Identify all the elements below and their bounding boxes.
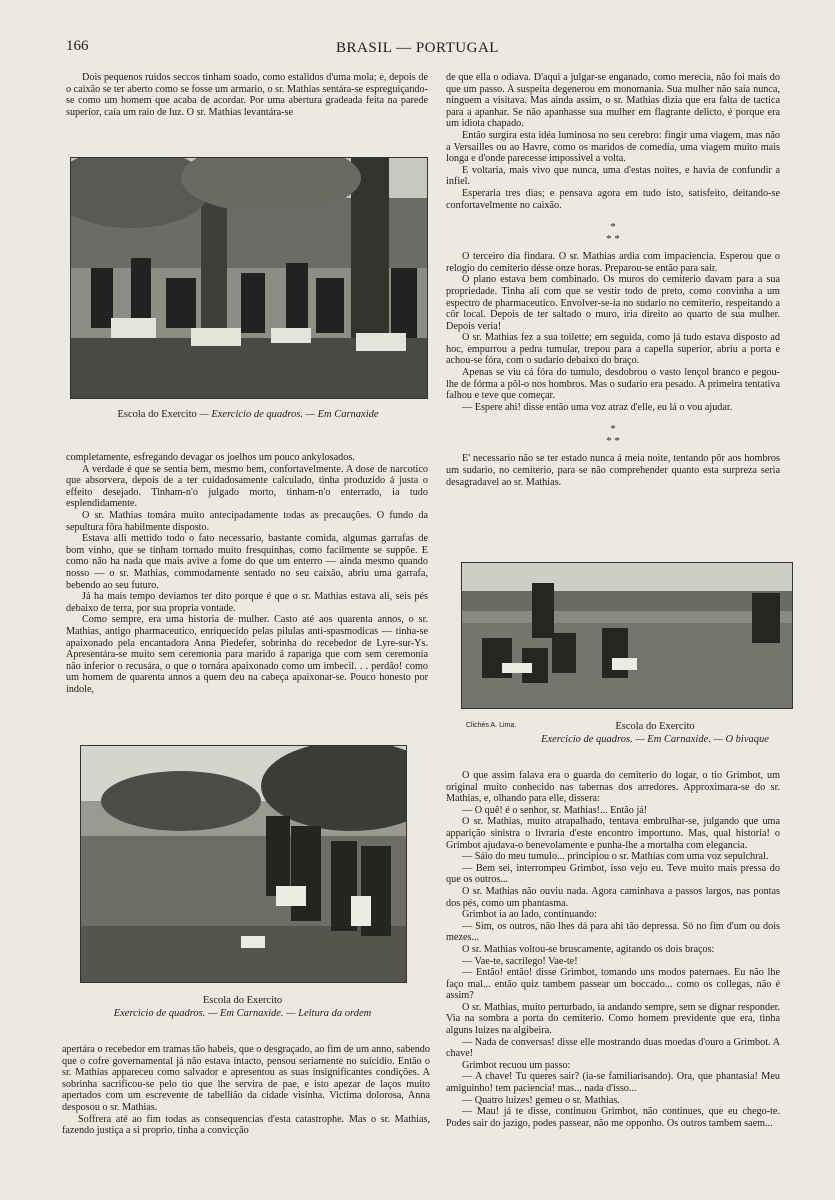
paragraph: — Espere ahi! disse então uma voz atraz d'elle, eu lá o vou ajudar. <box>462 401 733 413</box>
paragraph: apertára o recebedor em tramas tão habeis, que o desgraçado, ao fim de um anno, sabendo que o cofre governamental já não estava intacto, pensou seriamente no suicidio. Então o sr. Mathias appareceu como salvador e apresentou as suas insignificantes condições. A sobrinha sacrificou-se pelo tio que lhe servira de pae, e isto apezar de laços muito apertados com um escrevente de tabellião da cidade visinha. Victima dolorosa, Anna desposou o sr. Mathias. <box>62 1044 430 1113</box>
paragraph: Então surgira esta idéa luminosa no seu cerebro: fingir uma viagem, mas não a Versailles ou ao Havre, como os maridos de comedia, uma viagem muito mais longa e d'onde parecesse impossivel a volta. <box>446 129 780 165</box>
paragraph: Estava alli mettido todo o fato necessario, bastante comida, algumas garrafas de bom vinho, que se tinham tornado muito fresquinhas, como facilmente se suppõe. E como não ha nada que mais avive a fome do que um enterro — ainda mesmo quando nosso — o sr. Mathias, commodamente sentado no seu caixão, abriu uma garrafa, bebendo ao seu futuro. <box>66 533 428 591</box>
paragraph: O que assim falava era o guarda do cemiterio do logar, o tio Grimbot, um original muito conhecido nas tabernas dos arredores. Approximara-se do sr. Mathias, e, olhando para elle, dissera: <box>446 770 780 805</box>
paragraph: O sr. Mathias voltou-se bruscamente, agitando os dois braços: <box>462 943 715 955</box>
paragraph: — Mau! já te disse, continuou Grimbot, não continues, que eu chego-te. Podes sair do jazigo, podes passear, não me opponho. Os outros tambem saem... <box>446 1106 780 1129</box>
paragraph: Dois pequenos ruidos seccos tinham soado, como estalidos d'uma mola; e, depois de o caixão se ter aberto como se fosse um armario, o sr. Mathias sentára-se espreguiçando-se como um homem que acaba de acordar. Por uma abertura gradeada feita na parede superior, caía um raio de luz. O sr. Mathias levantára-se <box>66 72 428 118</box>
section-separator: * * * <box>606 221 620 246</box>
paragraph: O sr. Mathias, muito perturbado, ia andando sempre, sem se dignar responder. Via na sombra a porta do cemiterio. Como homem previdente que era, tinha alguns luizes na algibeira. <box>446 1001 780 1037</box>
paragraph: — Então! então! disse Grimbot, tomando uns modos paternaes. Eu não lhe faço mal... então quiz tambem passear um boccado... como os collegas, não é assim? <box>446 967 780 1002</box>
left-column-bottom <box>62 1044 430 1137</box>
paragraph: Apenas se viu cá fóra do tumulo, desdobrou o vasto lençol branco e pegou-lhe de fórma a pôl-o nos hombros. Mas o sudario era pesado. A primeira tentativa falhou e teve que começar. <box>446 367 780 402</box>
photo-bivouac <box>461 562 793 709</box>
caption-detail: Exercicio de quadros. — Em Carnaxide. — O bivaque <box>541 733 769 745</box>
paragraph: O sr. Mathias, muito atrapalhado, tentava embrulhar-se, julgando que uma apparição sinistra o livraria d'este encontro importuno. Mas, qual historia! o Grimbot ajudava-o benevolamente e punha-lhe a mortalha com elegancia. <box>446 816 780 851</box>
paragraph: — O quê! é o senhor, sr. Mathias!... Então já! <box>462 804 648 816</box>
section-separator: * * * <box>606 423 620 448</box>
paragraph: E voltaria, mais vivo que nunca, uma d'estas noites, e havia de confundir a infiel. <box>446 164 780 188</box>
paragraph: O sr. Mathias fez a sua toilette; em seguida, como já tudo estava disposto ad hoc, empurrou a pedra tumular, trepou para a capella superior, abriu a porta e achou-se fóra, com o sudario debaixo do braço. <box>446 332 780 367</box>
running-title: BRASIL — PORTUGAL <box>336 40 499 56</box>
caption-title: Escola do Exercito <box>202 995 283 1006</box>
caption-detail: — Exercicio de quadros. — Em Carnaxide <box>196 409 379 420</box>
paragraph: completamente, esfregando devagar os joelhos um pouco ankylosados. <box>66 452 355 463</box>
paragraph: — Sim, os outros, não lhes dá para ahi tão depressa. Só no fim d'um ou dois mezes... <box>446 920 780 944</box>
left-column-middle <box>66 452 428 695</box>
paragraph: Grimbot ia ao lado, continuando: <box>462 909 597 921</box>
paragraph: Soffrera até ao fim todas as consequencias d'esta catastrophe. Mas o sr. Mathias, fazendo justiça a si proprio, tinha a convicção <box>62 1113 430 1137</box>
caption-detail: Exercicio de quadros. — Em Carnaxide. — Leitura da ordem <box>113 1007 372 1019</box>
photo-caption <box>520 721 790 746</box>
paragraph: O plano estava bem combinado. Os muros do cemiterio davam para a sua propriedade. Tinha ali com que se vestir todo de preto, como convinha a um espectro de pharmaceutico. Envolver-se-ia no sudario no cemiterio, respeitando a côr local. Depois de ter saltado o muro, iria direito ao quarto de sua mulher. Depois veria! <box>446 274 780 332</box>
paragraph: — Bem sei, interrompeu Grimbot, isso vejo eu. Teve muito mais pressa do que os outros... <box>446 862 780 886</box>
paragraph: — A chave! Tu queres sair? (ia-se familiarisando). Ora, que phantasia! Meu amiguinho! tem paciencia! mas... nada d'isso... <box>446 1071 780 1095</box>
right-column-top <box>446 72 780 488</box>
paragraph: — Sáio do meu tumulo... principiou o sr. Mathias com uma voz sepulchral. <box>462 851 769 863</box>
paragraph: Como sempre, era uma historia de mulher. Casto até aos quarenta annos, o sr. Mathias, antigo pharmaceutico, enriquecido pelas pilulas anti-spasmodicas — tinha-se apaixonado pela encantadora Anna Piedefer, sobrinha do recebedor de Lyre-sur-Ys. Apresentára-se muito sem ceremonia para marido á rapariga que com sem ceremonia não inferior o recusára, o que o tornára apaixonado como um imbecil. . . perdão! como um homem de quarenta annos a quem deu na cabeça apaixonar-se. Pouco honesto por indole, <box>66 614 428 695</box>
photo-caption <box>70 409 426 422</box>
paragraph: — Quatro luizes! gemeu o sr. Mathias. <box>462 1094 620 1106</box>
caption-title: Escola do Exercito <box>615 721 695 732</box>
photo-reading-orders <box>80 745 407 983</box>
paragraph: Grimbot recuou um passo: <box>462 1059 571 1071</box>
paragraph: Já ha mais tempo deviamos ter dito porque é que o sr. Mathias estava ali, seis pés debaixo de terra, por sua propria vontade. <box>66 591 428 614</box>
page-number: 166 <box>66 38 89 54</box>
left-column-top <box>66 72 428 118</box>
photo-caption <box>80 995 405 1020</box>
paragraph: A verdade é que se sentia bem, mesmo bem, confortavelmente. A dose de narcotico que absorvera, depois de a ter cuidadosamente calculado, tinha produzido á justa o effeito desejado. Tinham-n'o julgado morto, tinham-n'o enterrado, ia tudo esplendidamente. <box>66 463 428 510</box>
photo-credit: Clichés A. Lima. <box>466 722 517 729</box>
paragraph: O sr. Mathias tomára muito antecipadamente todas as precauções. O fundo da sepultura fôra habilmente disposto. <box>66 509 428 533</box>
paragraph: E' necessario não se ter estado nunca á meia noite, tentando pôr aos hombros um sudario, no cemiterio, para se não comprehender quanto esta surpreza seria desagradavel ao sr. Mathias. <box>446 453 780 488</box>
paragraph: Esperaria tres dias; e pensava agora em tudo isto, satisfeito, deitando-se confortavelmente no caixão. <box>446 187 780 211</box>
paragraph: de que ella o odiava. D'aqui a julgar-se enganado, como merecia, não foi mais do que um passo. A suspeita degenerou em monomania. Sua mulher não saía nunca, ninguem a visitava. Mas ainda assim, o sr. Mathias dizia que era falta de tactica para a apanhar. Se não apanhasse sua mulher em flagrante delicto, é porque era um idiota chapado. <box>446 72 780 130</box>
paragraph: O terceiro dia findara. O sr. Mathias ardia com impaciencia. Esperou que o relogio do cemiterio désse onze horas. Preparou-se então para sair. <box>446 251 780 274</box>
paragraph: O sr. Mathias não ouviu nada. Agora caminhava a passos largos, nas pontas dos pés, como um phantasma. <box>446 885 780 909</box>
right-column-bottom <box>446 770 780 1129</box>
photo-soldiers-under-trees <box>70 157 428 399</box>
paragraph: — Nada de conversas! disse elle mostrando duas moedas d'ouro a Grimbot. A chave! <box>446 1036 780 1060</box>
paragraph: — Vae-te, sacrilego! Vae-te! <box>462 955 578 967</box>
caption-title: Escola do Exercito <box>117 409 197 420</box>
